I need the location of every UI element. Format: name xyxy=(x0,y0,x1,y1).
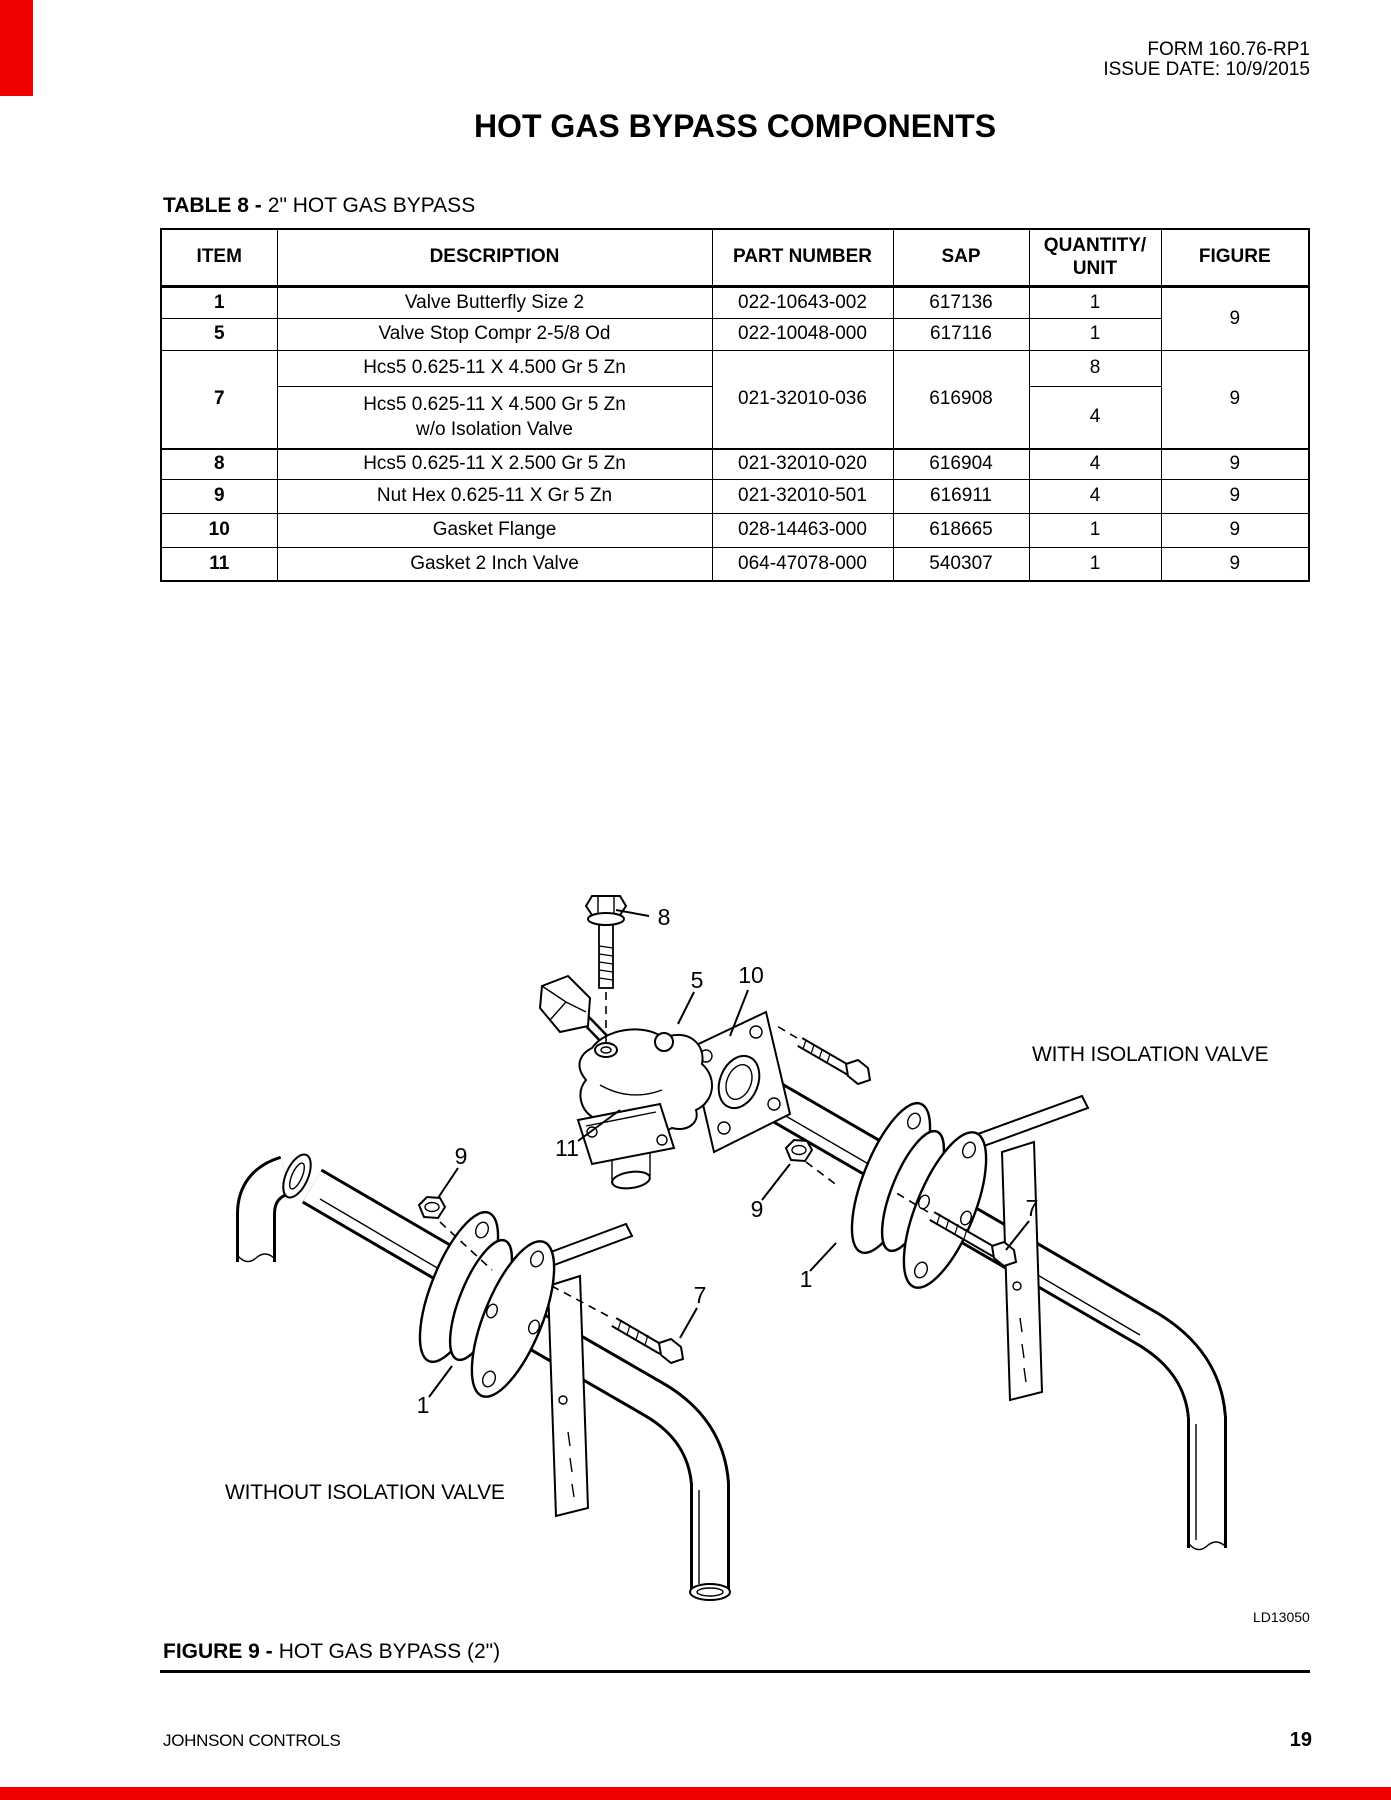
cell-item: 9 xyxy=(161,479,277,513)
callout-label-7-right: 7 xyxy=(1025,1195,1039,1221)
cell-part-number: 021-32010-501 xyxy=(712,479,893,513)
cell-description: Gasket Flange xyxy=(277,513,712,547)
col-header-sap: SAP xyxy=(893,229,1029,286)
cell-figure: 9 xyxy=(1161,513,1309,547)
cell-description: Valve Butterfly Size 2 xyxy=(277,286,712,318)
issue-date: ISSUE DATE: 10/9/2015 xyxy=(1103,59,1310,80)
butterfly-valve-flange-stack-right xyxy=(836,1094,1003,1298)
col-header-figure: FIGURE xyxy=(1161,229,1309,286)
callout-label-1-left: 1 xyxy=(416,1392,430,1418)
cell-quantity: 1 xyxy=(1029,513,1161,547)
cell-item: 7 xyxy=(161,350,277,449)
callout-label-8: 8 xyxy=(657,904,671,930)
cell-item: 1 xyxy=(161,286,277,318)
cell-quantity: 4 xyxy=(1029,386,1161,449)
cell-figure: 9 xyxy=(1161,286,1309,350)
footer-company: JOHNSON CONTROLS xyxy=(163,1731,341,1750)
callout-label-10: 10 xyxy=(738,962,764,988)
col-header-quantity: QUANTITY/ UNIT xyxy=(1029,229,1161,286)
cell-item: 8 xyxy=(161,449,277,479)
table-label-bold: TABLE 8 - xyxy=(163,194,262,217)
cell-quantity: 1 xyxy=(1029,286,1161,318)
cell-quantity: 8 xyxy=(1029,350,1161,386)
page-title: HOT GAS BYPASS COMPONENTS xyxy=(473,108,997,144)
callout-label-5: 5 xyxy=(690,967,704,993)
cell-sap: 616911 xyxy=(893,479,1029,513)
cell-sap: 616904 xyxy=(893,449,1029,479)
cell-figure: 9 xyxy=(1161,479,1309,513)
cell-part-number: 022-10643-002 xyxy=(712,286,893,318)
without-isolation-valve-label: WITHOUT ISOLATION VALVE xyxy=(225,1481,505,1504)
cell-sap: 618665 xyxy=(893,513,1029,547)
cell-figure: 9 xyxy=(1161,547,1309,581)
callout-label-9-left: 9 xyxy=(454,1143,468,1169)
cell-item: 11 xyxy=(161,547,277,581)
cell-quantity: 1 xyxy=(1029,318,1161,350)
figure-caption xyxy=(163,1640,500,1664)
cell-part-number: 021-32010-036 xyxy=(712,350,893,449)
pipe-assembly-with-isolation-valve xyxy=(752,1088,1225,1550)
cell-sap: 540307 xyxy=(893,547,1029,581)
callout-label-9-right: 9 xyxy=(750,1196,764,1222)
cell-quantity: 4 xyxy=(1029,449,1161,479)
cell-part-number: 028-14463-000 xyxy=(712,513,893,547)
hex-bolt-upper xyxy=(800,1040,870,1084)
hex-bolt-left xyxy=(614,1320,683,1363)
col-header-part-number: PART NUMBER xyxy=(712,229,893,286)
cell-item: 5 xyxy=(161,318,277,350)
cell-quantity: 1 xyxy=(1029,547,1161,581)
cell-sap: 617116 xyxy=(893,318,1029,350)
col-header-item: ITEM xyxy=(161,229,277,286)
cell-part-number: 022-10048-000 xyxy=(712,318,893,350)
cell-item: 10 xyxy=(161,513,277,547)
cell-part-number: 064-47078-000 xyxy=(712,547,893,581)
cell-quantity: 4 xyxy=(1029,479,1161,513)
callout-label-7-left: 7 xyxy=(693,1282,707,1308)
cell-description: Gasket 2 Inch Valve xyxy=(277,547,712,581)
col-header-description: DESCRIPTION xyxy=(277,229,712,286)
callout-label-11: 11 xyxy=(555,1135,579,1161)
table-label-rest: 2" HOT GAS BYPASS xyxy=(267,194,476,217)
cell-figure: 9 xyxy=(1161,449,1309,479)
divider-rule xyxy=(160,1670,1310,1673)
cell-description: Hcs5 0.625-11 X 4.500 Gr 5 Zn xyxy=(277,350,712,386)
figure-caption-rest: HOT GAS BYPASS (2") xyxy=(278,1640,501,1663)
cell-sap: 616908 xyxy=(893,350,1029,449)
callout-label-1-right: 1 xyxy=(799,1266,813,1292)
cell-figure: 9 xyxy=(1161,350,1309,449)
cell-part-number: 021-32010-020 xyxy=(712,449,893,479)
figure-caption-bold: FIGURE 9 - xyxy=(163,1640,273,1663)
drawing-id: LD13050 xyxy=(1253,1609,1310,1625)
with-isolation-valve-label: WITH ISOLATION VALVE xyxy=(1032,1043,1269,1066)
cell-description: Valve Stop Compr 2-5/8 Od xyxy=(277,318,712,350)
cell-description: Hcs5 0.625-11 X 4.500 Gr 5 Zn w/o Isolation Valve xyxy=(277,386,712,449)
cell-description: Hcs5 0.625-11 X 2.500 Gr 5 Zn xyxy=(277,449,712,479)
cell-description: Nut Hex 0.625-11 X Gr 5 Zn xyxy=(277,479,712,513)
cell-sap: 617136 xyxy=(893,286,1029,318)
hex-nut-left xyxy=(419,1197,445,1218)
form-number: FORM 160.76-RP1 xyxy=(1147,39,1310,60)
page-number: 19 xyxy=(1289,1729,1312,1751)
hex-nut-right xyxy=(786,1140,812,1161)
